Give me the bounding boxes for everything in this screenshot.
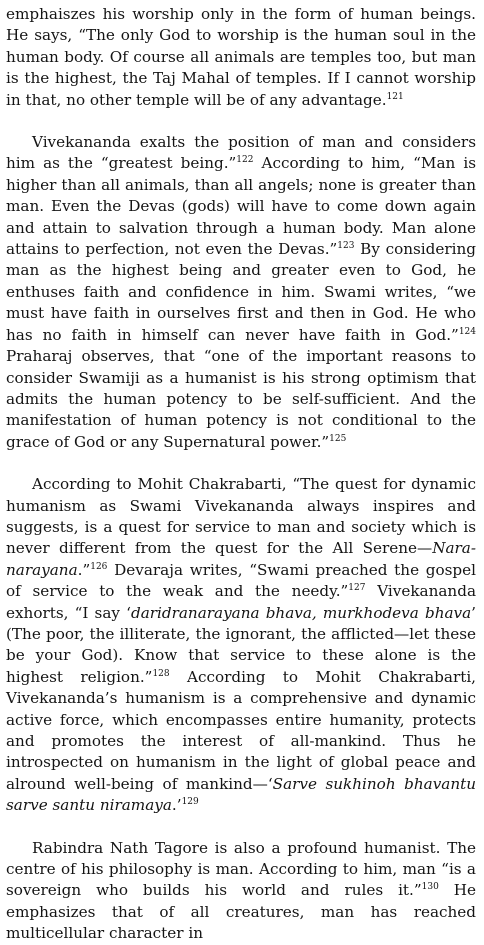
text-segment: ’ (The poor, the illiterate, the ignorant, the afflicted—let these be your God). Know that service to these alone is the highest religion.” bbox=[6, 603, 476, 686]
footnote-reference: 123 bbox=[337, 241, 355, 251]
paragraph bbox=[6, 838, 476, 945]
text-segment: He emphasizes that of all creatures, man has reached multicellular character in bbox=[6, 881, 476, 943]
paragraph bbox=[6, 132, 476, 453]
text-segment: Rabindra Nath Tagore is also a profound humanist. The centre of his philosophy is man. According to him, man “is a sovereign who builds his world and rules it.” bbox=[6, 838, 476, 900]
text-segment: Devaraja writes, “Swami preached the gospel of service to the weak and the needy.” bbox=[6, 560, 476, 601]
text-segment: According to Mohit Chakrabarti, “The quest for dynamic humanism as Swami Vivekananda always inspires and suggests, is a quest for service to man and society which is never different from the quest for the All Serene— bbox=[6, 475, 476, 558]
text-segment: Vivekananda exhorts, “I say ‘ bbox=[6, 582, 476, 622]
footnote-reference: 126 bbox=[90, 561, 108, 572]
footnote-reference: 128 bbox=[152, 668, 170, 679]
footnote-reference: 129 bbox=[181, 797, 199, 808]
text-segment: Vivekananda exalts the position of man and considers him as the “greatest being.” bbox=[6, 133, 476, 173]
text-segment: By considering man as the highest being and greater even to God, he enthuses faith and confidence in him. Swami writes, “we must have faith in ourselves first and then in God. He who has no faith in himself can never have faith in God.” bbox=[6, 240, 476, 344]
italic-text: daridranarayana bhava, murkhodeva bhava bbox=[130, 603, 472, 622]
footnote-reference: 122 bbox=[236, 155, 254, 166]
footnote-reference: 130 bbox=[421, 882, 439, 893]
paragraph bbox=[6, 4, 476, 111]
text-segment: emphaiszes his worship only in the form of human beings. He says, “The only God to worship is the human soul in the human body. Of course all animals are temples too, but man is the highest, the Taj Mahal of temples. If I cannot worship in that, no other temple will be of any advantage. bbox=[6, 5, 476, 109]
footnote-reference: 125 bbox=[329, 433, 347, 444]
text-segment: .” bbox=[77, 560, 91, 579]
paragraph bbox=[6, 474, 476, 817]
italic-text: Sarve sukhinoh bhavantu sarve santu niramaya bbox=[6, 774, 476, 815]
footnote-reference: 124 bbox=[458, 326, 476, 337]
book-page bbox=[6, 4, 476, 945]
text-segment: According to him, “Man is higher than all animals, than all angels; none is greater than man. Even the Devas (gods) will have to come down again and attain to salvation through a human body. Man alone attains to perfection, not even the Devas.” bbox=[6, 154, 476, 259]
footnote-reference: 127 bbox=[348, 583, 366, 594]
text-segment: Praharaj observes, that “one of the important reasons to consider Swamiji as a humanist is his strong optimism that admits the human potency to be self-sufficient. And the manifestation of human potency is not conditional to the grace of God or any Supernatural power.” bbox=[6, 347, 476, 451]
footnote-reference: 121 bbox=[386, 91, 404, 102]
italic-text: Nara-narayana bbox=[6, 539, 476, 579]
text-segment: According to Mohit Chakrabarti, Vivekananda’s humanism is a comprehensive and dynamic active force, which encompasses entire humanity, protects and promotes the interest of all-mankind. Thus he introspected on humanism in the light of global peace and alround well-being of mankind—‘ bbox=[6, 667, 477, 793]
text-segment: .’ bbox=[171, 796, 182, 815]
